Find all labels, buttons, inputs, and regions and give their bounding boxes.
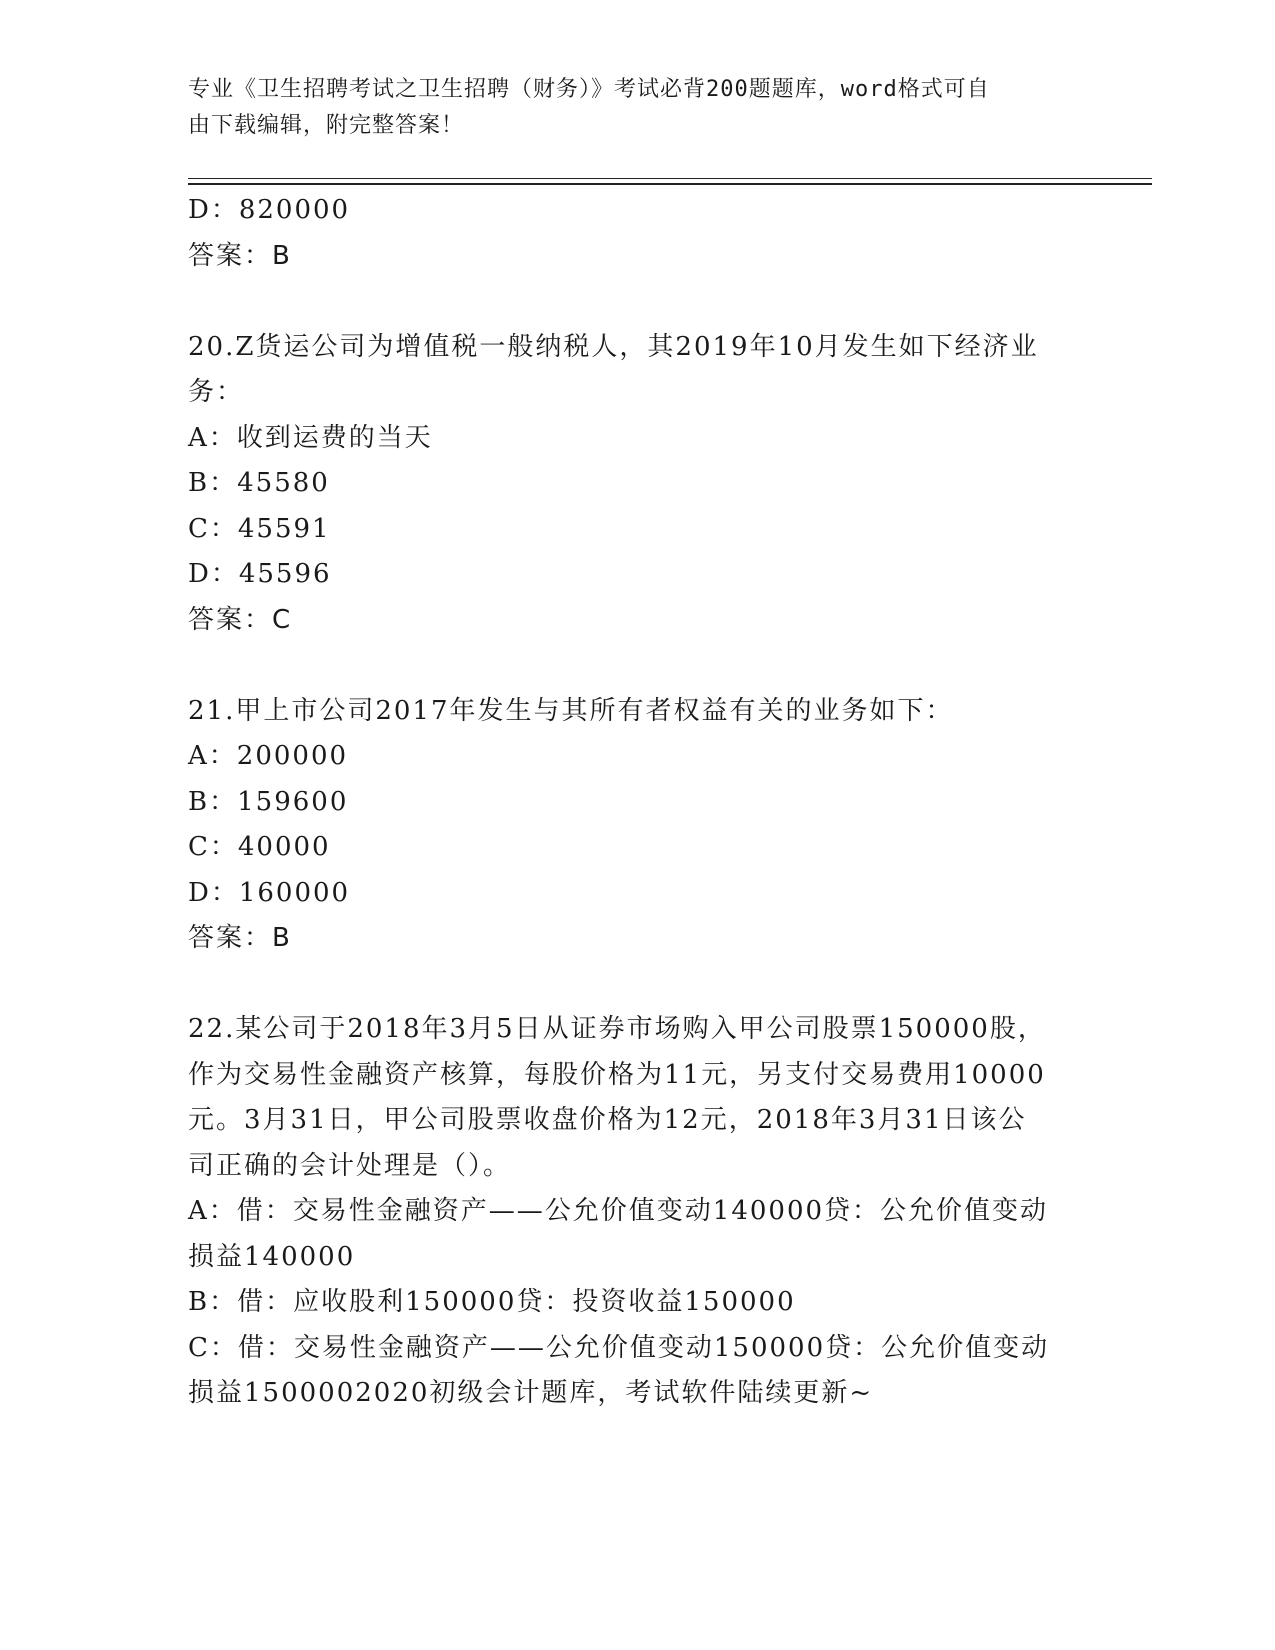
option-b: B：45580 <box>188 468 330 498</box>
spacer <box>188 279 1078 325</box>
answer: 答案：B <box>188 240 292 271</box>
question-stem: 司正确的会计处理是（）。 <box>188 1150 512 1181</box>
option-b: B：借：应收股利150000贷：投资收益150000 <box>188 1287 796 1317</box>
option-d: D：45596 <box>188 559 332 589</box>
option-c: C：40000 <box>188 832 331 862</box>
option-c: C：45591 <box>188 513 331 544</box>
question-stem: 务： <box>188 377 245 407</box>
option-a: A：借：交易性金融资产——公允价值变动140000贷：公允价值变动 <box>188 1196 1049 1226</box>
document-header <box>188 72 1068 144</box>
option-a: A：收到运费的当天 <box>188 422 433 453</box>
option-d: D：160000 <box>188 877 351 908</box>
option-c: 损益1500002020初级会计题库，考试软件陆续更新~ <box>188 1378 874 1408</box>
option-a: 损益140000 <box>188 1241 356 1272</box>
header-divider-thin <box>188 178 1152 179</box>
spacer <box>188 962 1078 1008</box>
option-b: B：159600 <box>188 786 349 817</box>
question-stem: 21.甲上市公司2017年发生与其所有者权益有关的业务如下： <box>188 695 954 726</box>
spacer <box>188 643 1078 689</box>
question-stem: 20.Z货运公司为增值税一般纳税人，其2019年10月发生如下经济业 <box>188 331 1039 362</box>
question-22 <box>188 1007 1078 1417</box>
option-d: D：820000 <box>188 195 351 225</box>
question-21 <box>188 689 1078 962</box>
question-stem: 22.某公司于2018年3月5日从证券市场购入甲公司股票150000股， <box>188 1014 1046 1044</box>
question-stem: 元。3月31日，甲公司股票收盘价格为12元，2018年3月31日该公 <box>188 1105 1027 1135</box>
option-a: A：200000 <box>188 741 349 771</box>
question-20 <box>188 325 1078 644</box>
header-divider-thick <box>188 183 1152 185</box>
answer: 答案：B <box>188 923 292 953</box>
question-19-tail <box>188 188 1078 279</box>
question-stem: 作为交易性金融资产核算，每股价格为11元，另支付交易费用10000 <box>188 1059 1046 1090</box>
header-title-line-1: 专业《卫生招聘考试之卫生招聘（财务）》考试必背200题题库，word格式可自 <box>188 77 990 102</box>
question-content <box>188 188 1078 1417</box>
answer: 答案：C <box>188 604 293 635</box>
option-c: C：借：交易性金融资产——公允价值变动150000贷：公允价值变动 <box>188 1332 1050 1363</box>
header-title-line-2: 由下载编辑，附完整答案！ <box>188 113 465 138</box>
